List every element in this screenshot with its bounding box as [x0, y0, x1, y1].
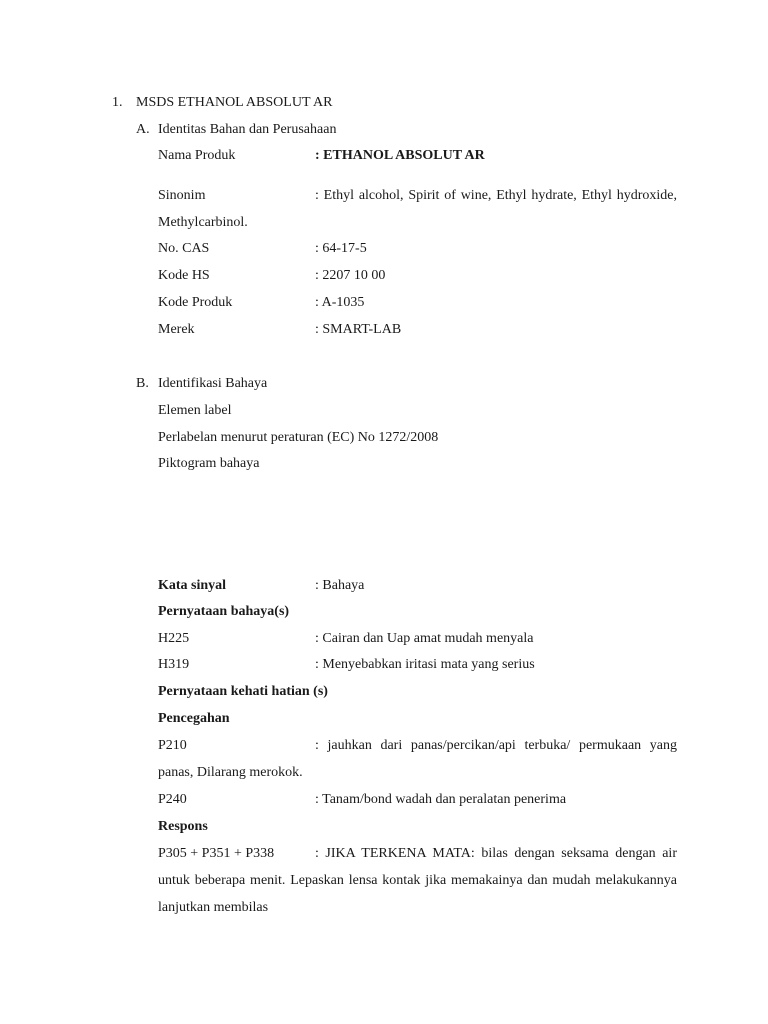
- p210-row: [158, 732, 677, 786]
- sinonim-row: [158, 182, 677, 236]
- h225-value: : Cairan dan Uap amat mudah menyala: [315, 631, 534, 646]
- sinonim-value: : Ethyl alcohol, Spirit of wine, Ethyl hydrate, Ethyl hydroxide, Methylcarbinol.: [158, 188, 677, 230]
- sinonim-label: Sinonim: [158, 188, 206, 203]
- kata-sinyal-value: : Bahaya: [315, 578, 365, 593]
- p305-label: P305 + P351 + P338: [158, 846, 275, 861]
- kode-hs-label: Kode HS: [158, 268, 210, 283]
- kode-produk-label: Kode Produk: [158, 295, 233, 310]
- p240-label: P240: [158, 792, 187, 807]
- perlabelan-text: Perlabelan menurut peraturan (EC) No 1272/2008: [158, 430, 439, 445]
- merek-value: : SMART-LAB: [315, 322, 402, 337]
- subsection-title-b: Identifikasi Bahaya: [158, 376, 268, 391]
- pernyataan-kehati-heading: Pernyataan kehati hatian (s): [158, 684, 328, 699]
- no-cas-value: : 64-17-5: [315, 241, 367, 256]
- section-number: 1.: [112, 95, 123, 110]
- p305-value: : JIKA TERKENA MATA: bilas dengan seksama dengan air untuk beberapa menit. Lepaskan lensa kontak jika memakainya dan mudah melakukannya lanjutkan membilas: [158, 846, 677, 915]
- merek-label: Merek: [158, 322, 195, 337]
- kode-hs-value: : 2207 10 00: [315, 268, 386, 283]
- h225-label: H225: [158, 631, 190, 646]
- p240-value: : Tanam/bond wadah dan peralatan penerima: [315, 792, 567, 807]
- elemen-label: Elemen label: [158, 403, 232, 418]
- h319-value: : Menyebabkan iritasi mata yang serius: [315, 657, 535, 672]
- p210-value: : jauhkan dari panas/percikan/api terbuka/ permukaan yang panas, Dilarang merokok.: [158, 738, 677, 780]
- nama-produk-label: Nama Produk: [158, 148, 236, 163]
- kode-produk-value: : A-1035: [315, 295, 365, 310]
- h319-label: H319: [158, 657, 190, 672]
- respons-heading: Respons: [158, 819, 208, 834]
- section-title: MSDS ETHANOL ABSOLUT AR: [136, 95, 333, 110]
- subsection-title-a: Identitas Bahan dan Perusahaan: [158, 122, 337, 137]
- p305-row: [158, 840, 677, 921]
- no-cas-label: No. CAS: [158, 241, 210, 256]
- kata-sinyal-label: Kata sinyal: [158, 578, 227, 593]
- p210-label: P210: [158, 738, 187, 753]
- nama-produk-value: : ETHANOL ABSOLUT AR: [315, 148, 485, 163]
- pernyataan-bahaya-heading: Pernyataan bahaya(s): [158, 604, 290, 619]
- subsection-letter-b: B.: [136, 376, 149, 391]
- piktogram-label: Piktogram bahaya: [158, 456, 260, 471]
- subsection-letter-a: A.: [136, 122, 150, 137]
- pencegahan-heading: Pencegahan: [158, 711, 230, 726]
